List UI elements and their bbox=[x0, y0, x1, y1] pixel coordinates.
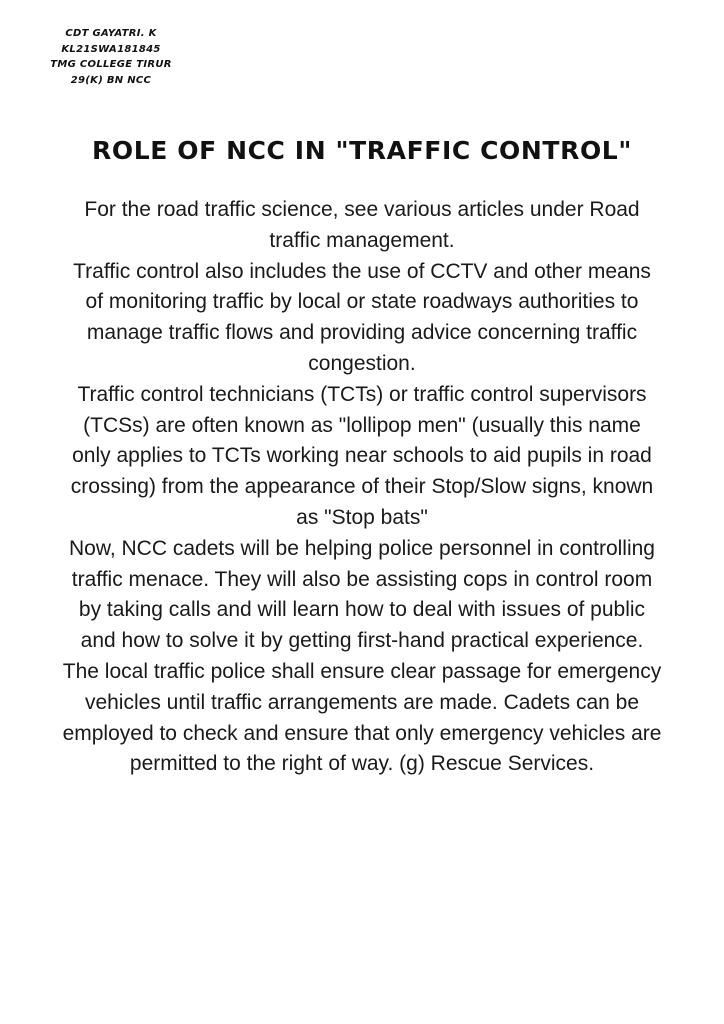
college-name: TMG COLLEGE TIRUR bbox=[50, 59, 172, 70]
page-title: ROLE OF NCC IN "TRAFFIC CONTROL" bbox=[92, 136, 632, 165]
paragraph-cctv: Traffic control also includes the use of CCTV and other means of monitoring traffic by local or state roadways authorities to manage traffic flows and providing advice concerning traffic congestion. bbox=[73, 259, 651, 375]
paragraph-intro: For the road traffic science, see various articles under Road traffic management. bbox=[84, 198, 640, 252]
paragraph-ncc-cadets: Now, NCC cadets will be helping police personnel in controlling traffic menace. They will also be assisting cops in control room by taking calls and will learn how to deal with issues of public and how to solve it by getting first-hand practical experience. bbox=[69, 536, 655, 653]
battalion-name: 29(K) BN NCC bbox=[70, 74, 152, 86]
article-body bbox=[62, 195, 662, 780]
cadet-name: CDT GAYATRI. K bbox=[65, 28, 157, 39]
paragraph-emergency-vehicles: The local traffic police shall ensure clear passage for emergency vehicles until traffic arrangements are made. Cadets can be employed to check and ensure that only emergency vehicles are permitted to the right of way. (g) Rescue Services. bbox=[62, 659, 662, 776]
cadet-registration-number: KL21SWA181845 bbox=[61, 43, 161, 55]
cadet-info-header bbox=[40, 26, 182, 88]
paragraph-technicians: Traffic control technicians (TCTs) or traffic control supervisors (TCSs) are often known as "lollipop men" (usually this name only applies to TCTs working near schools to aid pupils in road crossing) from the appearance of their Stop/Slow signs, known as "Stop bats" bbox=[70, 382, 654, 529]
